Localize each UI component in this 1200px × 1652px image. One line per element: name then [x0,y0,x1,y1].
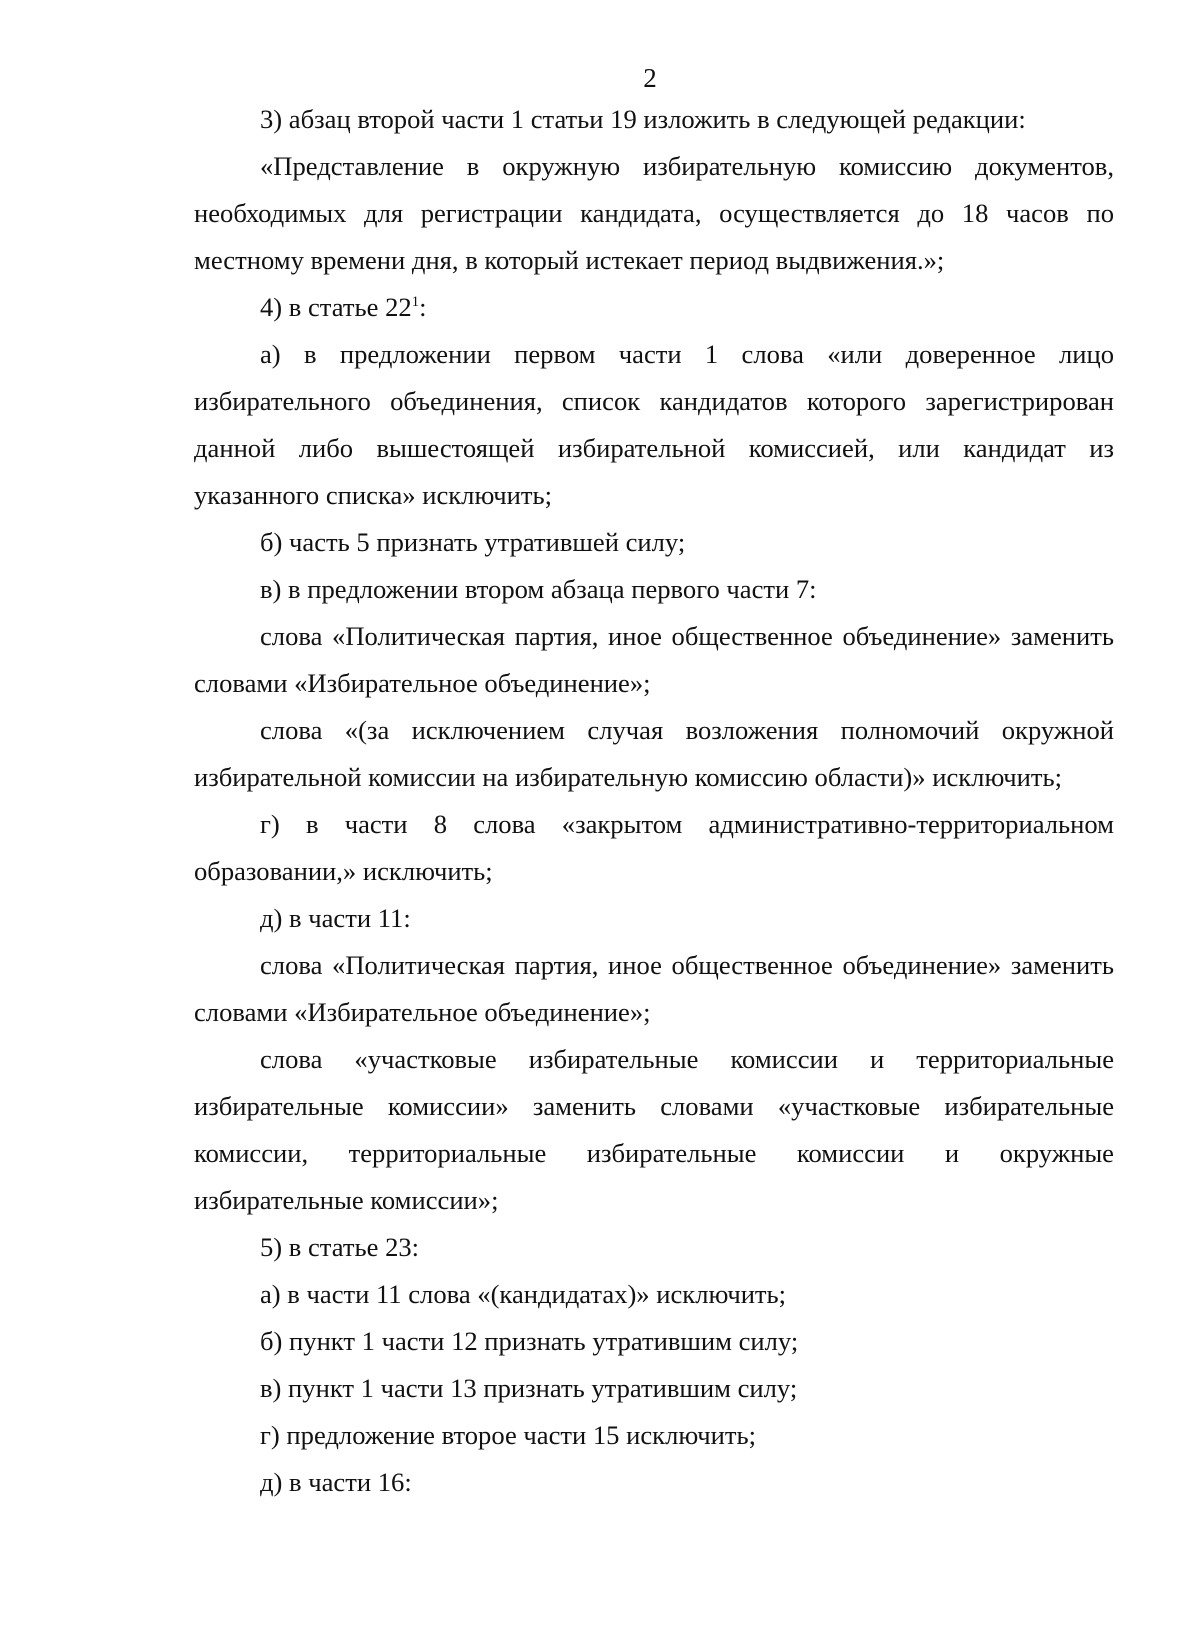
page-number: 2 [643,63,657,93]
paragraph-5v: в) пункт 1 части 13 признать утратившим силу; [260,1373,798,1403]
paragraph-4v: в) в предложении втором абзаца первого части 7: [260,574,817,604]
paragraph-item-3: 3) абзац второй части 1 статьи 19 изложить в следующей редакции: [260,104,1026,134]
paragraph-4v-words-2: слова «(за исключением случая возложения полномочий окружной избирательной комиссии на избирательную комиссию области)» исключить; [194,715,1114,792]
paragraph-5d: д) в части 16: [260,1467,412,1497]
paragraph-4d-words-1: слова «Политическая партия, иное общественное объединение» заменить словами «Избирательное объединение»; [194,950,1114,1027]
paragraph-4v-words-1: слова «Политическая партия, иное общественное объединение» заменить словами «Избирательное объединение»; [194,621,1114,698]
paragraph-4d-words-2: слова «участковые избирательные комиссии и территориальные избирательные комиссии» заменить словами «участковые избирательные комиссии, территориальные избирательные комиссии и окружные избирательные комиссии»; [194,1044,1114,1215]
paragraph-item-4-colon: : [419,292,427,322]
superscript-index: 1 [411,294,420,311]
paragraph-4d: д) в части 11: [260,903,411,933]
paragraph-4b: б) часть 5 признать утратившей силу; [260,527,686,557]
paragraph-5a: а) в части 11 слова «(кандидатах)» исключить; [260,1279,787,1309]
paragraph-4a: а) в предложении первом части 1 слова «или доверенное лицо избирательного объединения, список кандидатов которого зарегистрирован данной либо вышестоящей избирательной комиссией, или кандидат из указанного списка» исключить; [194,339,1114,510]
paragraph-quoted-edit: «Представление в окружную избирательную комиссию документов, необходимых для регистрации кандидата, осуществляется до 18 часов по местному времени дня, в который истекает период выдвижения.»; [194,151,1114,275]
document-body [194,96,1114,1506]
paragraph-item-5: 5) в статье 23: [260,1232,420,1262]
paragraph-4g: г) в части 8 слова «закрытом административно-территориальном образовании,» исключить; [194,809,1114,886]
paragraph-item-4 [194,284,1114,331]
paragraph-item-4-text: 4) в статье 22 [260,292,412,322]
paragraph-5b: б) пункт 1 части 12 признать утратившим силу; [260,1326,799,1356]
paragraph-5g: г) предложение второе части 15 исключить; [260,1420,756,1450]
